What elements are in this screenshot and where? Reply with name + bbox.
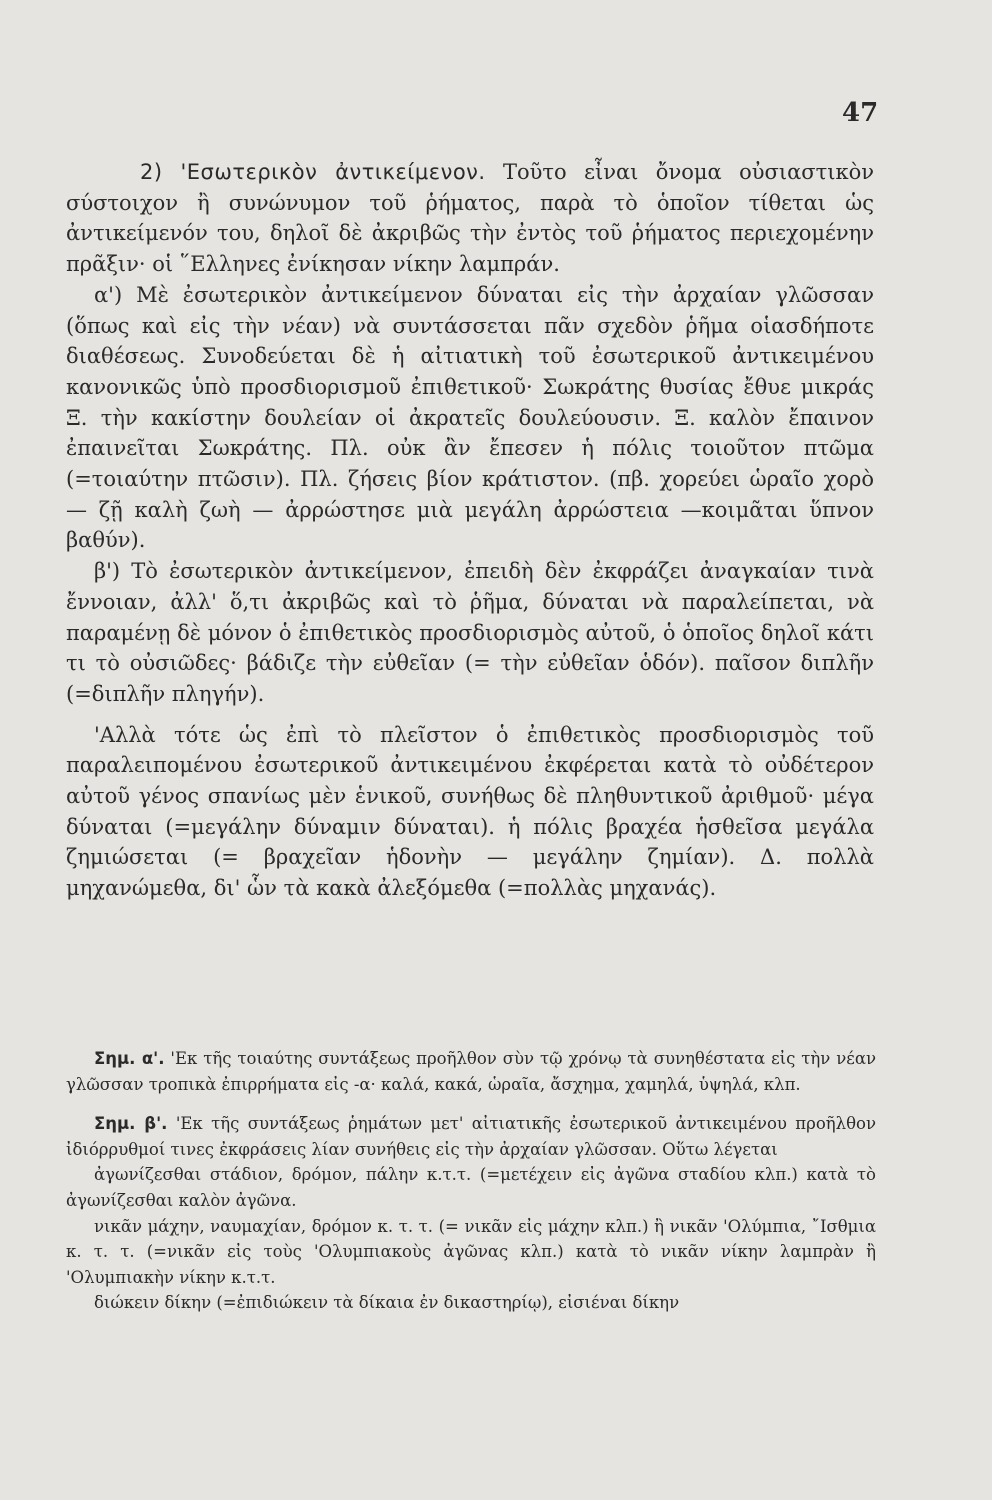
note-gap xyxy=(66,1097,876,1111)
note-beta xyxy=(66,1111,876,1162)
note-beta-label: Σημ. β'. xyxy=(94,1114,168,1134)
note-example: νικᾶν μάχην, ναυμαχίαν, δρόμον κ. τ. τ. (= νικᾶν εἰς μάχην κλπ.) ἢ νικᾶν 'Ολύμπια, ῎Ισθμια κ. τ. τ. (=νικᾶν εἰς τοὺς 'Ολυμπιακοὺς ἀγῶνας κλπ.) κατὰ τὸ νικᾶν νίκην λαμπρὰν ἢ 'Ολυμπιακὴν νίκην κ.τ.τ. xyxy=(66,1216,876,1287)
note-beta-text: 'Εκ τῆς συντάξεως ῥημάτων μετ' αἰτιατικῆς ἐσωτερικοῦ ἀντικειμένου προῆλθον ἰδιόρρυθμοί τινες ἐκφράσεις λίαν συνήθεις εἰς τὴν ἀρχαίαν γλῶσσαν. Οὕτω λέγεται xyxy=(66,1114,877,1159)
section-paragraph-intro xyxy=(66,157,874,280)
note-alpha-label: Σημ. α'. xyxy=(94,1049,165,1068)
section-heading: 2) 'Εσωτερικὸν ἀντικείμενον. xyxy=(140,160,486,184)
paragraph-text: Τοῦτο εἶναι ὄνομα οὐσιαστικὸν σύστοιχον ἢ συνώνυμον τοῦ ῥήματος, παρὰ τὸ ὁποῖον τίθεται ὡς ἀντικείμενόν του, δηλοῖ δὲ ἀκριβῶς τὴν ἐντὸς τοῦ ῥήματος περιεχομένην πρᾶξιν· οἱ ῞Ελληνες ἐνίκησαν νίκην λαμπράν. xyxy=(66,160,874,277)
paragraph-alpha: α') Μὲ ἐσωτερικὸν ἀντικείμενον δύναται εἰς τὴν ἀρχαίαν γλῶσσαν (ὅπως καὶ εἰς τὴν νέαν) νὰ συντάσσεται πᾶν σχεδὸν ῥῆμα οἱασδήποτε διαθέσεως. Συνοδεύεται δὲ ἡ αἰτιατικὴ τοῦ ἐσωτερικοῦ ἀντικειμένου κανονικῶς ὑπὸ προσδιορισμοῦ ἐπιθετικοῦ· Σωκράτης θυσίας ἔθυε μικράς Ξ. τὴν κακίστην δουλείαν οἱ ἀκρατεῖς δουλεύουσιν. Ξ. καλὸν ἔπαινον ἐπαινεῖται Σωκράτης. Πλ. οὐκ ἂν ἔπεσεν ἡ πόλις τοιοῦτον πτῶμα (=τοιαύτην πτῶσιν). Πλ. ζήσεις βίον κράτιστον. (πβ. χορεύει ὡραῖο χορὸ — ζῇ καλὴ ζωὴ — ἀρρώστησε μιὰ μεγάλη ἀρρώστεια —κοιμᾶται ὕπνον βαθύν). xyxy=(66,282,874,553)
paragraph-alla: 'Αλλὰ τότε ὡς ἐπὶ τὸ πλεῖστον ὁ ἐπιθετικὸς προσδιορισμὸς τοῦ παραλειπομένου ἐσωτερικοῦ ἀντικειμένου ἐκφέρεται κατὰ τὸ οὐδέτερον αὐτοῦ γένος σπανίως μὲν ἑνικοῦ, συνήθως δὲ πληθυντικοῦ ἀριθμοῦ· μέγα δύναται (=μεγάλην δύναμιν δύναται). ἡ πόλις βραχέα ἡσθεῖσα μεγάλα ζημιώσεται (= βραχεῖαν ἡδονὴν — μεγάλην ζημίαν). Δ. πολλὰ μηχανώμεθα, δι' ὧν τὰ κακὰ ἀλεξόμεθα (=πολλὰς μηχανάς). xyxy=(66,722,874,901)
page-number: 47 xyxy=(842,98,879,128)
paragraph-gap xyxy=(66,710,874,720)
note-alpha-text: 'Εκ τῆς τοιαύτης συντάξεως προῆλθον σὺν τῷ χρόνῳ τὰ συνηθέστατα εἰς τὴν νέαν γλῶσσαν τροπικὰ ἐπιρρήματα εἰς -α· καλά, κακά, ὡραῖα, ἄσχημα, χαμηλά, ὑψηλά, κλπ. xyxy=(66,1049,876,1094)
note-example: διώκειν δίκην (=ἐπιδιώκειν τὰ δίκαια ἐν δικαστηρίῳ), εἰσιέναι δίκην xyxy=(94,1293,680,1313)
note-alpha xyxy=(66,1046,876,1097)
notes-section xyxy=(66,1046,876,1316)
note-example: ἀγωνίζεσθαι στάδιον, δρόμον, πάλην κ.τ.τ. (=μετέχειν εἰς ἀγῶνα σταδίου κλπ.) κατὰ τὸ ἀγωνίζεσθαι καλὸν ἀγῶνα. xyxy=(66,1165,876,1210)
main-text xyxy=(66,157,874,904)
paragraph-beta: β') Τὸ ἐσωτερικὸν ἀντικείμενον, ἐπειδὴ δὲν ἐκφράζει ἀναγκαίαν τινὰ ἔννοιαν, ἀλλ' ὅ,τι ἀκριβῶς καὶ τὸ ῥῆμα, δύναται νὰ παραλείπεται, νὰ παραμένῃ δὲ μόνον ὁ ἐπιθετικὸς προσδιορισμὸς αὐτοῦ, ὁ ὁποῖος δηλοῖ κάτι τι τὸ οὐσιῶδες· βάδιζε τὴν εὐθεῖαν (= τὴν εὐθεῖαν ὁδόν). παῖσον διπλῆν (=διπλῆν πληγήν). xyxy=(66,559,874,706)
